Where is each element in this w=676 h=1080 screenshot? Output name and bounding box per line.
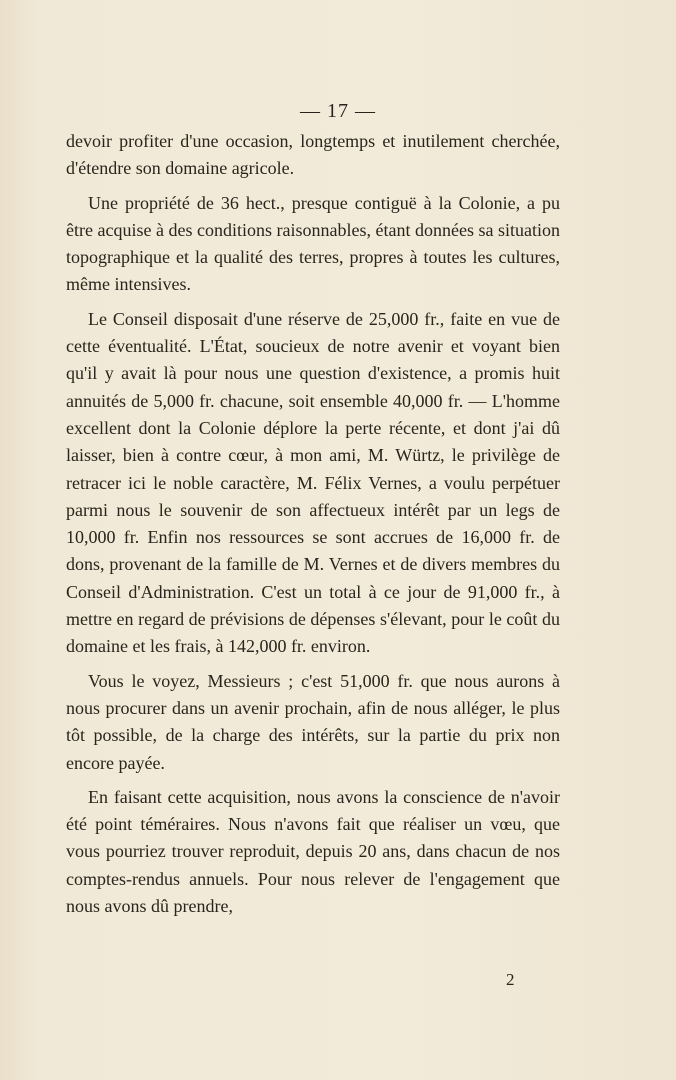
signature-mark: 2 bbox=[506, 970, 515, 989]
page-number: — 17 — bbox=[300, 100, 376, 122]
paragraph-1: devoir profiter d'une occasion, longtemps et inutilement cherchée, d'étendre son domaine agricole. bbox=[66, 131, 560, 179]
paragraph-5: En faisant cette acquisition, nous avons la conscience de n'avoir été point téméraires. Nous n'avons fait que réaliser un vœu, que vous pourriez trouver reproduit, depuis 20 ans, dans chacun de nos comptes-rendus annuels. Pour nous relever de l'engagement que nous avons dû prendre, bbox=[66, 786, 560, 917]
paragraph-3: Le Conseil disposait d'une réserve de 25,000 fr., faite en vue de cette éventualité. L'État, soucieux de notre avenir et voyant bien qu'il y avait là pour nous une question d'existence, a promis huit annuités de 5,000 fr. chacune, soit ensemble 40,000 fr. — L'homme excellent dont la Colonie déplore la perte récente, et dont j'ai dû laisser, bien à contre cœur, à mon ami, M. Würtz, le privilège de retracer ici le noble caractère, M. Félix Vernes, a voulu perpétuer parmi nous le souvenir de son affectueux intérêt par un legs de 10,000 fr. Enfin nos ressources se sont accrues de 16,000 fr. de dons, provenant de la famille de M. Vernes et de divers membres du Conseil d'Administration. C'est un total à ce jour de 91,000 fr., à mettre en regard de prévisions de dépenses s'élevant, pour le coût du domaine et les frais, à 142,000 fr. environ. bbox=[66, 308, 560, 657]
paragraph-2: Une propriété de 36 hect., presque contiguë à la Colonie, a pu être acquise à des conditions raisonnables, étant données sa situation topographique et la qualité des terres, propres à toutes les cultures, même intensives. bbox=[66, 192, 560, 295]
text-body bbox=[66, 128, 560, 927]
paragraph-4: Vous le voyez, Messieurs ; c'est 51,000 fr. que nous aurons à nous procurer dans un avenir prochain, afin de nous alléger, le plus tôt possible, de la charge des intérêts, sur la partie du prix non encore payée. bbox=[66, 670, 560, 773]
